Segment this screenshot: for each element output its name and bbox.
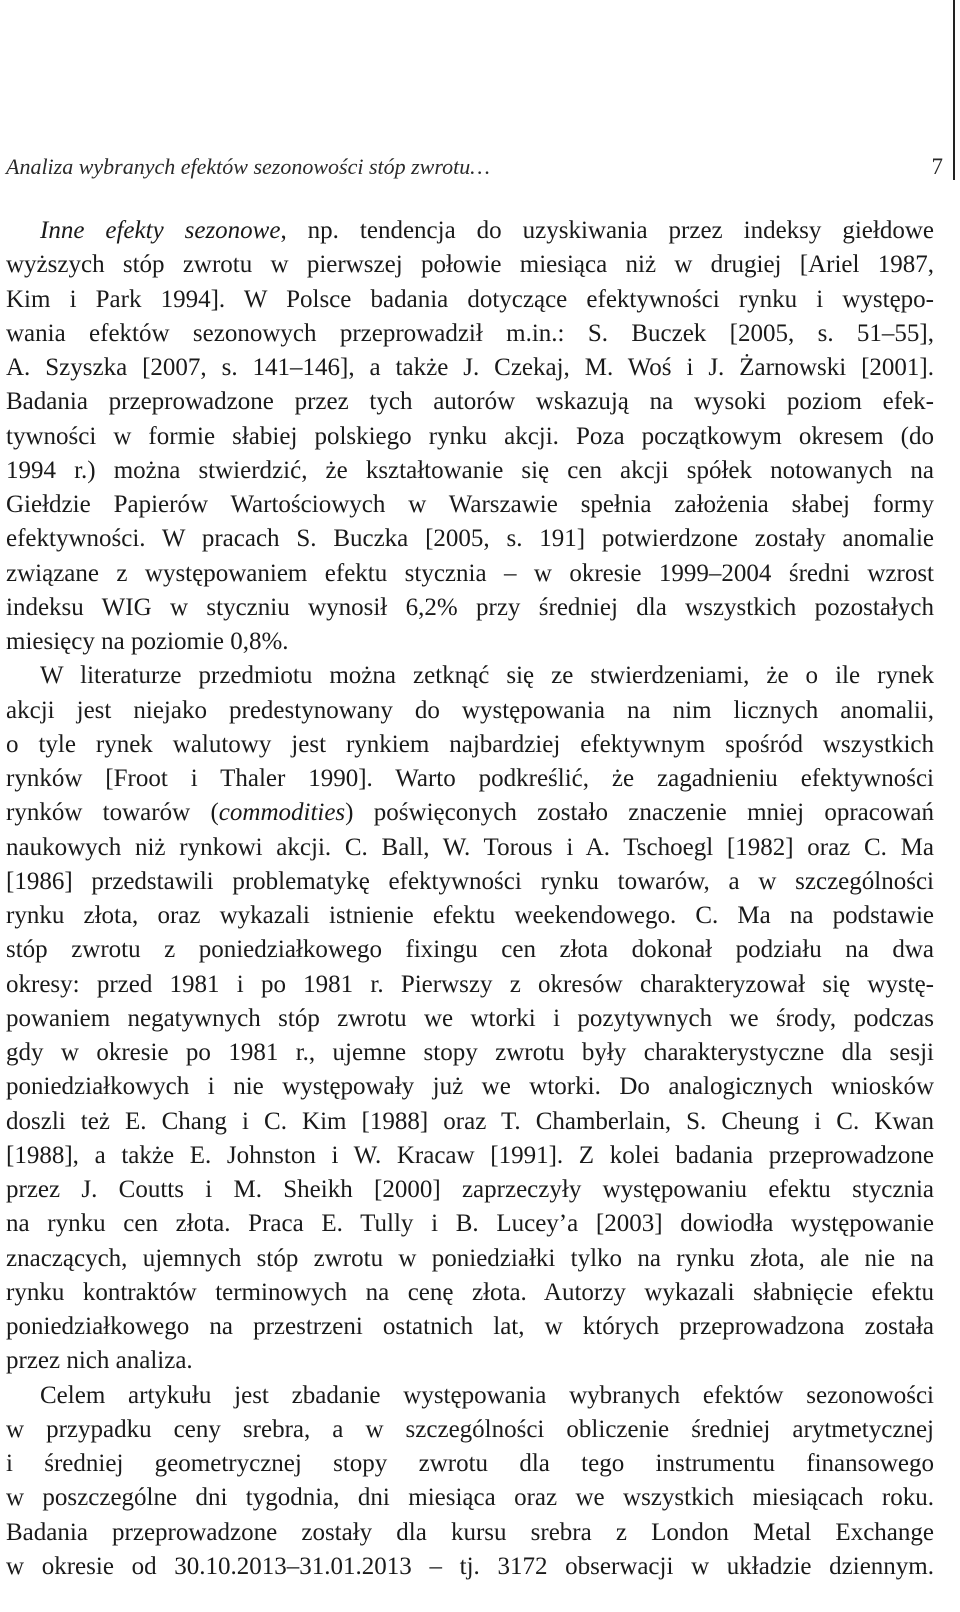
page-number: 7 [931,154,943,179]
text-line [6,214,934,248]
text-line [6,1276,934,1310]
text-line-segment: rynków [Froot i Thaler 1990]. Warto podkreślić, że zagadnieniu efektywności [6,765,934,792]
text-line [6,385,934,419]
text-line [6,1070,934,1104]
text-line [6,488,934,522]
italic-term: Inne efekty sezonowe [40,217,281,244]
body-text [6,214,934,1584]
text-line [6,762,934,796]
text-line [6,557,934,591]
text-line [6,865,934,899]
text-line-segment: okresy: przed 1981 i po 1981 r. Pierwszy z okresów charakteryzował się wystę- [6,970,934,998]
text-line [6,1207,934,1241]
text-line [6,831,934,865]
text-line [6,1036,934,1070]
text-line [6,1242,934,1276]
text-line-segment: indeksu WIG w styczniu wynosił 6,2% przy średniej dla wszystkich pozostałych [6,593,934,621]
text-line [6,248,934,282]
text-line-segment: Badania przeprowadzone zostały dla kursu srebra z London Metal Exchange [6,1518,934,1546]
text-line-segment: naukowych niż rynkowi akcji. C. Ball, W. Torous i A. Tschoegl [1982] oraz C. Ma [6,833,934,861]
text-line-segment: i średniej geometrycznej stopy zwrotu dla tego instrumentu finansowego [6,1450,934,1477]
italic-term: commodities [218,799,346,827]
text-line [6,899,934,933]
text-line-segment: rynku złota, oraz wykazali istnienie efektu weekendowego. C. Ma na podstawie [6,902,934,929]
text-line-segment: akcji jest niejako predestynowany do występowania na nim licznych anomalii, [6,696,934,724]
running-title: Analiza wybranych efektów sezonowości stóp zwrotu… [6,154,490,179]
text-line-segment: w poszczególne dni tygodnia, dni miesiąca oraz we wszystkich miesiącach roku. [6,1484,934,1512]
text-line-segment: 1994 r.) można stwierdzić, że kształtowanie się cen akcji spółek notowanych na [6,456,934,484]
text-line [6,1173,934,1207]
text-line-segment: Kim i Park 1994]. W Polsce badania dotyczące efektywności rynku i występo- [6,285,934,313]
text-line-segment: efektywności. W pracach S. Buczka [2005, s. 191] potwierdzone zostały anomalie [6,525,934,553]
text-line [6,1002,934,1036]
text-line [6,1447,934,1481]
text-line-segment: w przypadku ceny srebra, a w szczególności obliczenie średniej arytmetycznej [6,1415,934,1443]
text-line [6,728,934,762]
text-line [6,1105,934,1139]
text-line-segment: A. Szyszka [2007, s. 141–146], a także J. Czekaj, M. Woś i J. Żarnowski [2001]. [6,354,934,381]
text-line-segment: przez J. Coutts i M. Sheikh [2000] zaprzeczyły występowaniu efektu stycznia [6,1176,934,1203]
text-line-segment: na rynku cen złota. Praca E. Tully i B. Lucey’a [2003] dowiodła występowanie [6,1210,934,1238]
text-line-segment: , np. tendencja do uzyskiwania przez indeksy giełdowe [280,217,935,244]
text-line-segment: o tyle rynek walutowy jest rynkiem najbardziej efektywnym spośród wszystkich [6,730,934,758]
text-line [6,625,934,659]
text-line [6,659,934,693]
text-line [6,1310,934,1344]
text-line-segment: Giełdzie Papierów Wartościowych w Warszawie spełnia założenia słabej formy [6,491,934,518]
text-line-segment: rynków towarów ( [6,799,219,827]
text-line-segment: poniedziałkowych i nie występowały już we wtorki. Do analogicznych wniosków [6,1073,934,1101]
text-line-segment: poniedziałkowego na przestrzeni ostatnich lat, w których przeprowadzona została [6,1313,934,1340]
text-line [6,591,934,625]
text-line [6,351,934,385]
text-line-segment: w okresie od 30.10.2013–31.01.2013 – tj. 3172 obserwacji w układzie dziennym. [6,1552,934,1580]
text-line-segment: stóp zwrotu z poniedziałkowego fixingu cen złota dokonał podziału na dwa [6,936,934,964]
text-line [6,968,934,1002]
text-line-segment: Badania przeprowadzone przez tych autorów wskazują na wysoki poziom efek- [6,388,934,416]
text-line-segment: znaczących, ujemnych stóp zwrotu w poniedziałki tylko na rynku złota, ale nie na [6,1244,934,1272]
text-line [6,454,934,488]
text-line [6,1379,934,1413]
text-line-segment: rynku kontraktów terminowych na cenę złota. Autorzy wykazali słabnięcie efektu [6,1278,934,1306]
text-line-segment: [1986] przedstawili problematykę efektywności rynku towarów, a w szczególności [6,867,934,895]
text-line-segment: Celem artykułu jest zbadanie występowania wybranych efektów sezonowości [40,1381,934,1409]
text-line [6,317,934,351]
text-line [6,1550,934,1584]
text-line-segment: powaniem negatywnych stóp zwrotu we wtorki i pozytywnych we środy, podczas [6,1004,934,1032]
text-line [6,1344,934,1378]
text-line-segment: gdy w okresie po 1981 r., ujemne stopy zwrotu były charakterystyczne dla sesji [6,1039,934,1066]
text-line-segment: przez nich analiza. [6,1347,193,1375]
text-line [6,522,934,556]
text-line [6,1139,934,1173]
text-line-segment: wyższych stóp zwrotu w pierwszej połowie miesiąca niż w drugiej [Ariel 1987, [6,251,934,279]
text-line-segment: [1988], a także E. Johnston i W. Kracaw [1991]. Z kolei badania przeprowadzone [6,1141,934,1169]
text-line [6,420,934,454]
text-line-segment: ) poświęconych zostało znaczenie mniej opracowań [345,799,934,827]
text-line [6,1413,934,1447]
page-edge-rule [953,0,955,180]
text-line-segment: doszli też E. Chang i C. Kim [1988] oraz T. Chamberlain, S. Cheung i C. Kwan [6,1107,934,1135]
text-line [6,933,934,967]
text-line [6,1516,934,1550]
text-line [6,283,934,317]
text-line-segment: W literaturze przedmiotu można zetknąć się ze stwierdzeniami, że o ile rynek [40,662,934,690]
text-line-segment: związane z występowaniem efektu stycznia – w okresie 1999–2004 średni wzrost [6,559,934,587]
text-line [6,694,934,728]
text-line-segment: tywności w formie słabiej polskiego rynku akcji. Poza początkowym okresem (do [6,422,934,450]
text-line-segment: miesięcy na poziomie 0,8%. [6,628,289,655]
text-line-segment: wania efektów sezonowych przeprowadził m.in.: S. Buczek [2005, s. 51–55], [6,319,934,347]
text-line [6,796,934,830]
text-line [6,1481,934,1515]
